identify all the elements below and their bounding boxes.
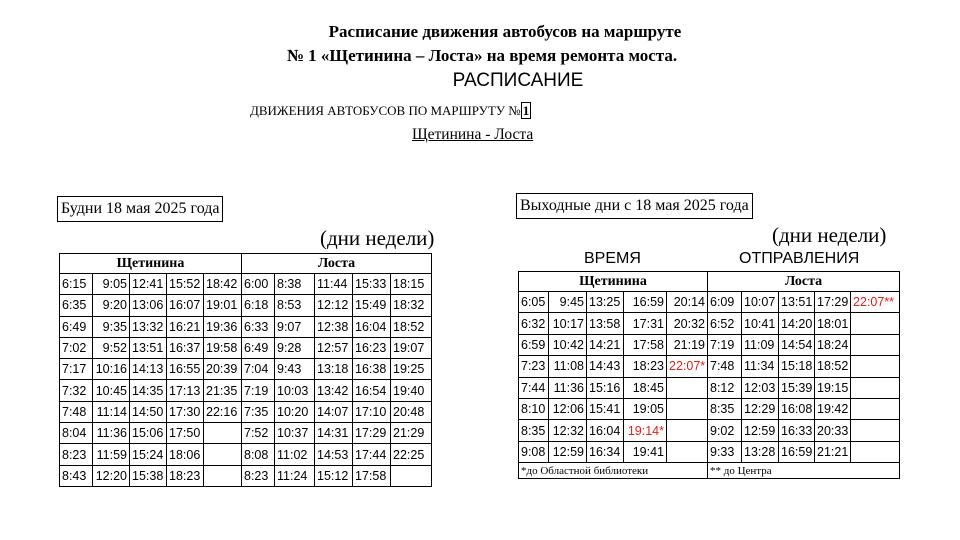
weekday-time-cell: 16:21 (167, 316, 204, 337)
weekend-time-cell: 6:09 (708, 292, 742, 313)
weekday-time-cell: 18:32 (391, 295, 432, 316)
weekend-time-cell: 9:02 (708, 420, 742, 441)
weekday-row (60, 465, 432, 486)
weekend-time-cell: 16:33 (779, 420, 815, 441)
weekday-time-cell: 13:18 (315, 359, 353, 380)
weekday-time-cell: 15:12 (315, 465, 353, 486)
weekday-time-cell: 7:04 (242, 359, 275, 380)
weekday-time-cell: 22:25 (391, 444, 432, 465)
weekday-time-cell: 17:44 (353, 444, 391, 465)
weekday-time-cell: 21:29 (391, 423, 432, 444)
weekday-time-cell: 9:28 (275, 337, 315, 358)
weekday-row (60, 337, 432, 358)
weekday-time-cell: 6:33 (242, 316, 275, 337)
weekend-time-cell: 12:59 (742, 420, 779, 441)
weekday-time-cell: 6:49 (242, 337, 275, 358)
weekday-time-cell: 19:36 (204, 316, 242, 337)
weekday-time-cell: 6:00 (242, 274, 275, 295)
weekday-time-cell: 13:42 (315, 380, 353, 401)
weekday-time-cell: 13:51 (130, 337, 167, 358)
weekend-time-cell: 13:58 (587, 313, 624, 334)
weekday-time-cell: 19:01 (204, 295, 242, 316)
weekday-col-header-a: Щетинина (60, 254, 242, 274)
route-line-prefix: ДВИЖЕНИЯ АВТОБУСОВ ПО МАРШРУТУ № (250, 103, 521, 118)
weekday-time-cell: 8:04 (60, 423, 93, 444)
weekday-time-cell: 17:30 (167, 401, 204, 422)
weekend-time-cell: 18:01 (815, 313, 851, 334)
weekend-time-cell: 7:44 (519, 377, 549, 398)
weekday-row (60, 401, 432, 422)
weekday-time-cell: 18:06 (167, 444, 204, 465)
weekday-time-cell: 11:14 (93, 401, 130, 422)
weekend-row (519, 334, 900, 355)
weekend-time-cell: 17:58 (624, 334, 667, 355)
weekday-days-note: (дни недели) (320, 226, 435, 250)
weekday-time-cell: 20:48 (391, 401, 432, 422)
weekend-time-cell: 19:15 (815, 377, 851, 398)
weekend-time-cell: 8:10 (519, 398, 549, 419)
weekday-time-cell: 7:35 (242, 401, 275, 422)
weekday-time-cell: 10:45 (93, 380, 130, 401)
weekday-time-cell: 9:52 (93, 337, 130, 358)
weekend-time-cell: 20:14 (667, 292, 708, 313)
weekday-time-cell: 18:23 (167, 465, 204, 486)
weekday-time-cell: 17:13 (167, 380, 204, 401)
weekend-time-cell (851, 398, 900, 419)
weekday-time-cell: 7:32 (60, 380, 93, 401)
weekday-time-cell: 10:37 (275, 423, 315, 444)
weekend-time-cell (851, 420, 900, 441)
weekday-row (60, 423, 432, 444)
route-number: 1 (522, 103, 530, 118)
weekend-time-cell: 9:45 (549, 292, 587, 313)
weekend-time-cell: 12:06 (549, 398, 587, 419)
weekend-time-cell (667, 420, 708, 441)
weekend-time-cell: 11:08 (549, 356, 587, 377)
weekday-time-cell: 15:52 (167, 274, 204, 295)
weekday-time-cell: 20:39 (204, 359, 242, 380)
weekend-time-cell: 22:07* (667, 356, 708, 377)
weekday-time-cell: 9:05 (93, 274, 130, 295)
weekday-time-cell: 10:20 (275, 401, 315, 422)
weekend-time-cell: 6:52 (708, 313, 742, 334)
title-line-1: Расписание движения автобусов на маршруте (328, 22, 682, 41)
weekday-row (60, 316, 432, 337)
weekend-time-cell: 18:45 (624, 377, 667, 398)
weekday-time-cell: 7:17 (60, 359, 93, 380)
weekend-time-cell: 16:59 (624, 292, 667, 313)
footnote-library: *до Областной библиотеки (519, 463, 708, 479)
weekday-time-cell: 8:23 (242, 465, 275, 486)
weekend-time-cell (667, 377, 708, 398)
weekend-time-cell (851, 356, 900, 377)
weekend-time-cell: 16:34 (587, 441, 624, 462)
weekend-time-cell (851, 377, 900, 398)
weekday-time-cell: 15:24 (130, 444, 167, 465)
weekend-time-cell: 9:08 (519, 441, 549, 462)
route-line (250, 103, 531, 119)
weekday-time-cell (391, 465, 432, 486)
route-name: Щетинина - Лоста (412, 126, 534, 143)
weekday-time-cell: 8:38 (275, 274, 315, 295)
weekend-time-cell (851, 334, 900, 355)
weekday-time-cell: 12:12 (315, 295, 353, 316)
weekend-time-word: ВРЕМЯ (584, 250, 641, 267)
weekend-label: Выходные дни с 18 мая 2025 года (516, 193, 753, 219)
weekend-time-cell (667, 398, 708, 419)
title-line-2: № 1 «Щетинина – Лоста» на время ремонта моста. (286, 46, 678, 65)
weekday-label: Будни 18 мая 2025 года (57, 196, 223, 222)
weekend-time-cell: 11:36 (549, 377, 587, 398)
weekday-time-cell: 22:16 (204, 401, 242, 422)
weekend-time-cell: 15:18 (779, 356, 815, 377)
weekday-time-cell: 21:35 (204, 380, 242, 401)
weekday-time-cell: 14:53 (315, 444, 353, 465)
weekend-time-cell: 12:29 (742, 398, 779, 419)
weekday-time-cell: 11:59 (93, 444, 130, 465)
weekday-row (60, 295, 432, 316)
weekend-time-cell: 14:43 (587, 356, 624, 377)
weekday-time-cell: 14:35 (130, 380, 167, 401)
weekend-row (519, 398, 900, 419)
weekend-time-cell: 14:21 (587, 334, 624, 355)
weekend-row (519, 420, 900, 441)
weekday-time-cell: 12:38 (315, 316, 353, 337)
weekend-time-cell: 14:20 (779, 313, 815, 334)
weekday-time-cell: 13:06 (130, 295, 167, 316)
weekday-time-cell: 15:06 (130, 423, 167, 444)
weekday-time-cell: 19:58 (204, 337, 242, 358)
weekend-time-cell: 8:12 (708, 377, 742, 398)
weekend-time-cell: 16:59 (779, 441, 815, 462)
weekend-time-cell: 17:29 (815, 292, 851, 313)
weekday-time-cell: 18:52 (391, 316, 432, 337)
weekday-time-cell: 6:35 (60, 295, 93, 316)
weekday-time-cell: 11:02 (275, 444, 315, 465)
weekday-time-cell: 9:20 (93, 295, 130, 316)
weekend-time-cell: 18:23 (624, 356, 667, 377)
weekend-time-cell: 22:07** (851, 292, 900, 313)
weekend-time-cell: 20:32 (667, 313, 708, 334)
weekend-time-cell: 21:21 (815, 441, 851, 462)
weekday-time-cell: 7:02 (60, 337, 93, 358)
weekday-time-cell: 17:50 (167, 423, 204, 444)
footnote-center: ** до Центра (708, 463, 900, 479)
weekend-time-cell: 6:32 (519, 313, 549, 334)
weekend-row (519, 292, 900, 313)
weekend-time-cell: 12:59 (549, 441, 587, 462)
weekday-time-cell: 14:31 (315, 423, 353, 444)
weekend-col-header-b: Лоста (708, 272, 900, 292)
weekday-time-cell: 18:42 (204, 274, 242, 295)
weekday-row (60, 444, 432, 465)
weekend-departure-word: ОТПРАВЛЕНИЯ (739, 250, 860, 267)
weekend-time-cell: 11:34 (742, 356, 779, 377)
weekend-time-cell: 16:04 (587, 420, 624, 441)
weekday-time-cell: 19:07 (391, 337, 432, 358)
weekend-time-cell: 10:41 (742, 313, 779, 334)
weekday-time-cell: 16:37 (167, 337, 204, 358)
weekend-time-cell: 8:35 (708, 398, 742, 419)
weekend-row (519, 313, 900, 334)
weekday-time-cell: 7:52 (242, 423, 275, 444)
weekend-footnote-row (519, 463, 900, 479)
weekend-time-cell: 15:16 (587, 377, 624, 398)
weekday-time-cell: 16:07 (167, 295, 204, 316)
weekday-time-cell: 7:48 (60, 401, 93, 422)
weekend-time-cell: 9:33 (708, 441, 742, 462)
weekday-time-cell: 15:38 (130, 465, 167, 486)
weekend-time-cell: 18:24 (815, 334, 851, 355)
weekend-time-cell (851, 313, 900, 334)
weekend-time-cell: 16:08 (779, 398, 815, 419)
weekday-time-cell: 16:23 (353, 337, 391, 358)
weekend-time-cell: 13:51 (779, 292, 815, 313)
weekend-table (518, 271, 900, 479)
weekday-time-cell: 8:08 (242, 444, 275, 465)
schedule-heading: РАСПИСАНИЕ (452, 70, 584, 91)
weekend-time-cell: 10:07 (742, 292, 779, 313)
weekend-time-cell: 8:35 (519, 420, 549, 441)
weekday-time-cell: 6:49 (60, 316, 93, 337)
weekday-time-cell: 15:49 (353, 295, 391, 316)
weekday-row (60, 359, 432, 380)
weekday-time-cell (204, 444, 242, 465)
weekday-time-cell: 6:18 (242, 295, 275, 316)
weekday-time-cell: 11:24 (275, 465, 315, 486)
weekday-time-cell: 9:43 (275, 359, 315, 380)
weekday-time-cell: 6:15 (60, 274, 93, 295)
weekday-time-cell: 13:32 (130, 316, 167, 337)
weekday-time-cell: 17:10 (353, 401, 391, 422)
weekend-time-cell: 10:17 (549, 313, 587, 334)
weekday-table (59, 253, 432, 487)
weekend-time-cell: 19:41 (624, 441, 667, 462)
weekday-time-cell: 9:07 (275, 316, 315, 337)
weekend-time-cell: 12:32 (549, 420, 587, 441)
weekend-time-cell (851, 441, 900, 462)
weekend-time-cell: 13:28 (742, 441, 779, 462)
weekend-time-cell: 6:05 (519, 292, 549, 313)
weekend-time-cell: 14:54 (779, 334, 815, 355)
weekday-row (60, 380, 432, 401)
weekday-time-cell: 17:29 (353, 423, 391, 444)
weekday-time-cell: 16:54 (353, 380, 391, 401)
weekday-time-cell: 14:50 (130, 401, 167, 422)
weekday-time-cell: 10:03 (275, 380, 315, 401)
weekday-time-cell (204, 465, 242, 486)
weekday-time-cell: 11:36 (93, 423, 130, 444)
weekend-row (519, 441, 900, 462)
weekday-row (60, 274, 432, 295)
weekday-time-cell: 12:41 (130, 274, 167, 295)
weekend-row (519, 377, 900, 398)
weekday-col-header-b: Лоста (242, 254, 432, 274)
weekend-time-cell: 10:42 (549, 334, 587, 355)
weekday-time-cell: 16:55 (167, 359, 204, 380)
weekday-time-cell: 14:07 (315, 401, 353, 422)
weekend-time-cell (667, 441, 708, 462)
weekend-time-cell: 11:09 (742, 334, 779, 355)
weekday-time-cell: 11:44 (315, 274, 353, 295)
weekday-time-cell: 10:16 (93, 359, 130, 380)
weekday-time-cell: 7:19 (242, 380, 275, 401)
weekday-time-cell: 12:20 (93, 465, 130, 486)
weekday-time-cell: 8:53 (275, 295, 315, 316)
weekend-time-cell: 21:19 (667, 334, 708, 355)
weekend-time-cell: 15:39 (779, 377, 815, 398)
weekday-time-cell: 8:23 (60, 444, 93, 465)
weekday-time-cell: 19:25 (391, 359, 432, 380)
weekday-time-cell: 9:35 (93, 316, 130, 337)
weekend-days-note: (дни недели) (772, 223, 887, 247)
weekend-time-cell: 7:48 (708, 356, 742, 377)
weekend-time-cell: 13:25 (587, 292, 624, 313)
weekend-time-cell: 7:23 (519, 356, 549, 377)
weekday-time-cell: 14:13 (130, 359, 167, 380)
weekday-time-cell: 17:58 (353, 465, 391, 486)
weekend-time-cell: 6:59 (519, 334, 549, 355)
weekend-time-cell: 19:14* (624, 420, 667, 441)
weekend-time-cell: 20:33 (815, 420, 851, 441)
weekend-time-cell: 7:19 (708, 334, 742, 355)
weekend-time-cell: 15:41 (587, 398, 624, 419)
weekend-time-cell: 17:31 (624, 313, 667, 334)
weekday-time-cell: 16:38 (353, 359, 391, 380)
weekday-time-cell: 19:40 (391, 380, 432, 401)
weekend-time-cell: 19:42 (815, 398, 851, 419)
weekday-time-cell (204, 423, 242, 444)
weekday-time-cell: 12:57 (315, 337, 353, 358)
weekend-time-cell: 19:05 (624, 398, 667, 419)
weekend-time-cell: 18:52 (815, 356, 851, 377)
weekday-time-cell: 18:15 (391, 274, 432, 295)
weekday-time-cell: 8:43 (60, 465, 93, 486)
weekend-col-header-a: Щетинина (519, 272, 708, 292)
weekday-time-cell: 15:33 (353, 274, 391, 295)
weekend-time-cell: 12:03 (742, 377, 779, 398)
weekend-row (519, 356, 900, 377)
weekday-time-cell: 16:04 (353, 316, 391, 337)
